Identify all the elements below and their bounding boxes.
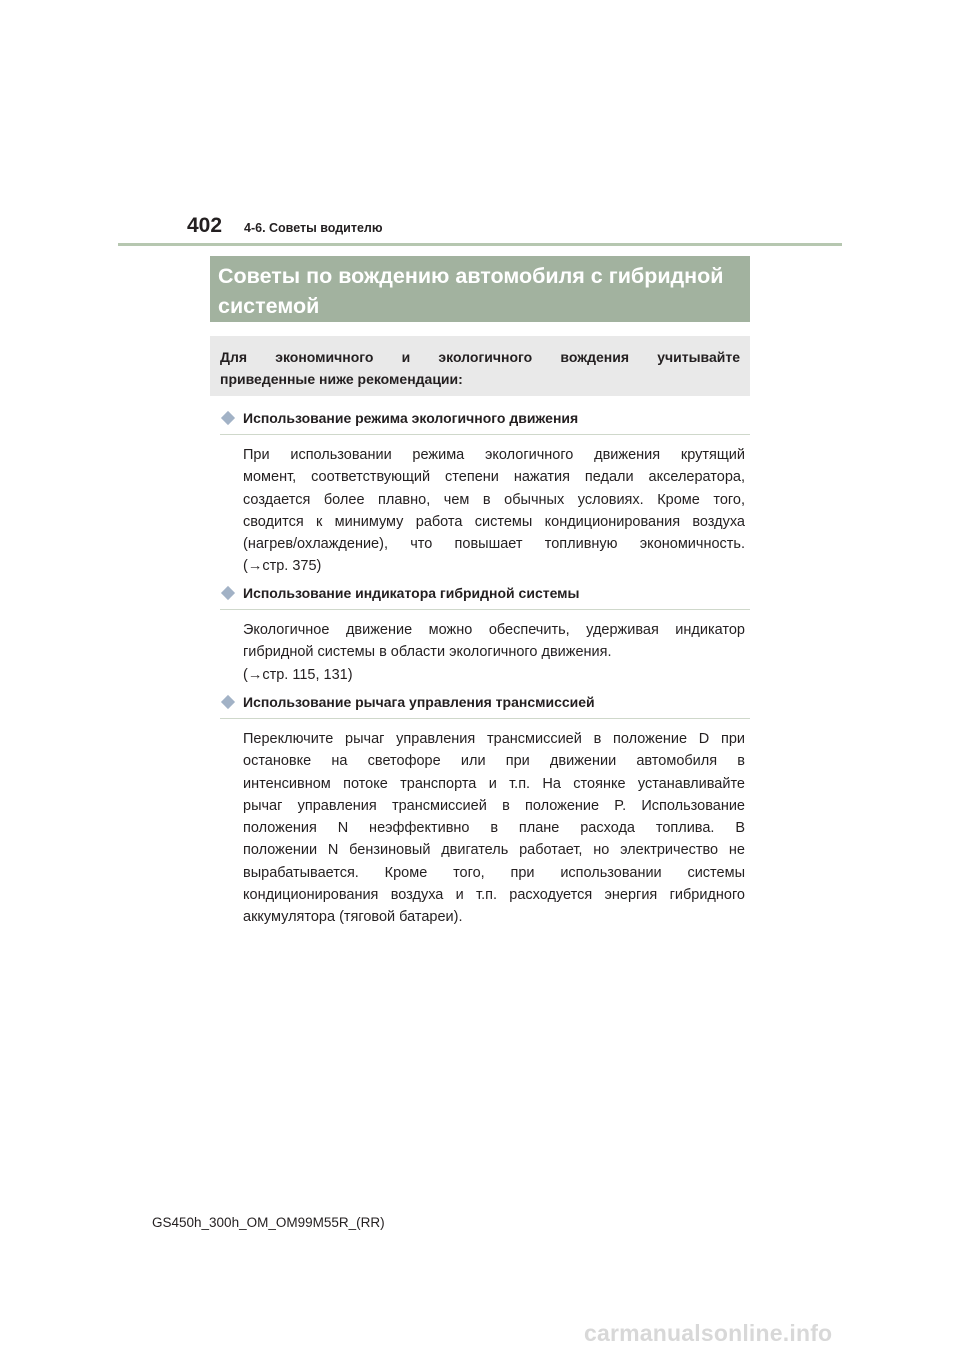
diamond-bullet-icon (221, 411, 235, 425)
section-label: 4-6. Советы водителю (244, 221, 383, 235)
subsection-body (243, 728, 745, 929)
subsection-hybrid-indicator (220, 583, 750, 686)
diamond-bullet-icon (221, 695, 235, 709)
subsection-body (243, 619, 745, 686)
body-line: интенсивном потоке транспорта и т.п. На стоянке устанавливайте (243, 775, 745, 792)
subsection-heading (220, 408, 750, 435)
body-line: положении N бензиновый двигатель работает, но электричество не (243, 842, 745, 859)
body-line: рычаг управления трансмиссией в положение P. Использование (243, 797, 745, 814)
body-line: момент, соответствующий степени нажатия педали акселератора, (243, 469, 745, 486)
page-title (210, 256, 750, 322)
page-reference: (→стр. 115, 131) (243, 666, 353, 683)
body-line: вырабатывается. Кроме того, при использовании системы (243, 864, 745, 881)
watermark: carmanualsonline.info (584, 1320, 833, 1346)
subsection-shift-lever (220, 692, 750, 929)
footer-document-code: GS450h_300h_OM_OM99M55R_(RR) (152, 1215, 385, 1230)
body-line: сводится к минимуму работа системы кондиционирования воздуха (243, 513, 745, 530)
subsection-heading (220, 583, 750, 610)
subsection-body (243, 444, 745, 578)
body-line: Переключите рычаг управления трансмиссией в положение D при (243, 731, 745, 747)
header-rule (118, 243, 842, 246)
body-line: создается более плавно, чем в обычных условиях. Кроме того, (243, 491, 745, 508)
body-line: Экологичное движение можно обеспечить, удерживая индикатор (243, 622, 745, 638)
page-title-line-2: системой (218, 294, 320, 318)
intro-line-1: Для экономичного и экологичного вождения учитывайте (220, 349, 740, 365)
body-line: остановке на светофоре или при движении автомобиля в (243, 753, 745, 770)
subsection-eco-mode (220, 408, 750, 578)
body-line: кондиционирования воздуха и т.п. расходуется энергия гибридного (243, 887, 745, 904)
body-line: гибридной системы в области экологичного движения. (243, 644, 612, 661)
body-line: (нагрев/охлаждение), что повышает топливную экономичность. (243, 536, 745, 553)
page-number: 402 (187, 214, 223, 237)
subsection-heading (220, 692, 750, 719)
subsection-title: Использование индикатора гибридной системы (243, 585, 580, 601)
body-line: положения N неэффективно в плане расхода топлива. В (243, 820, 745, 837)
diamond-bullet-icon (221, 586, 235, 600)
body-line: аккумулятора (тяговой батареи). (243, 909, 463, 926)
page-title-line-1: Советы по вождению автомобиля с гибридной (218, 264, 724, 288)
subsection-title: Использование рычага управления трансмиссией (243, 694, 595, 710)
body-line: При использовании режима экологичного движения крутящий (243, 447, 745, 463)
subsection-title: Использование режима экологичного движения (243, 410, 579, 426)
intro-box (210, 336, 750, 396)
intro-line-2: приведенные ниже рекомендации: (220, 371, 463, 387)
page-reference: (→стр. 375) (243, 558, 322, 575)
